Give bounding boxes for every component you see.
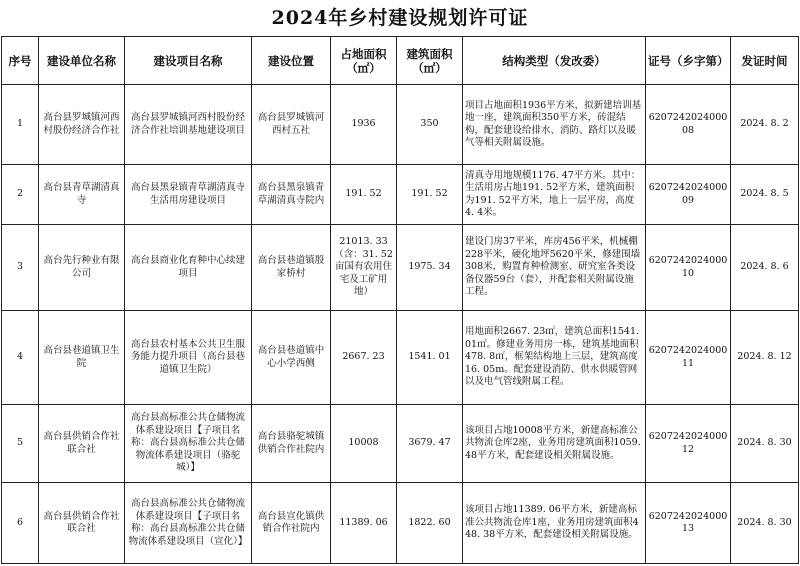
cell-location: 高台县巷道镇殷家桥村 (252, 225, 331, 311)
cell-land-area: 21013. 33（含：31. 52亩国有农用住宅及工矿用地） (331, 225, 397, 311)
cell-building-area: 1822. 60 (397, 483, 463, 564)
cell-unit: 高台县罗城镇河西村股份经济合作社 (39, 85, 125, 165)
cell-issue-date: 2024. 8. 30 (731, 405, 799, 483)
table-row (2, 225, 799, 311)
cell-issue-date: 2024. 8. 2 (731, 85, 799, 165)
cell-building-area: 350 (397, 85, 463, 165)
cell-unit: 高台先行种业有限公司 (39, 225, 125, 311)
cell-land-area: 10008 (331, 405, 397, 483)
cell-index: 4 (2, 311, 39, 405)
cell-building-area: 3679. 47 (397, 405, 463, 483)
header-project: 建设项目名称 (125, 37, 252, 85)
cell-structure: 该项目占地10008平方米，新建高标准公共物流仓库2座，业务用房建筑面积1059. 48平方米，配套建设相关附属设施。 (463, 405, 646, 483)
cell-building-area: 1541. 01 (397, 311, 463, 405)
cell-location: 高台县黑泉镇青草湖清真寺院内 (252, 165, 331, 225)
cell-index: 1 (2, 85, 39, 165)
cell-permit-no: 620724202400010 (646, 225, 731, 311)
cell-project: 高台县农村基本公共卫生服务能力提升项目（高台县巷道镇卫生院） (125, 311, 252, 405)
header-land-area: 占地面积（㎡） (331, 37, 397, 85)
header-index: 序号 (2, 37, 39, 85)
cell-index: 6 (2, 483, 39, 564)
cell-index: 2 (2, 165, 39, 225)
cell-permit-no: 620724202400013 (646, 483, 731, 564)
cell-project: 高台县黑泉镇青草湖清真寺生活用房建设项目 (125, 165, 252, 225)
table-row (2, 483, 799, 564)
document-title: 2024年乡村建设规划许可证 (271, 7, 529, 29)
table-row (2, 405, 799, 483)
cell-location: 高台县巷道镇中心小学西侧 (252, 311, 331, 405)
cell-unit: 高台县青草湖清真寺 (39, 165, 125, 225)
cell-project: 高台县罗城镇河西村股份经济合作社培训基地建设项目 (125, 85, 252, 165)
cell-structure: 建设门房37平米，库房456平米，机械棚228平米，硬化地坪5620平米，修建围墙308米，购置育种检测室、研究室各类设备仪器59台（套），并配套相关附属设施工程。 (463, 225, 646, 311)
cell-location: 高台县罗城镇河西村五社 (252, 85, 331, 165)
header-location: 建设位置 (252, 37, 331, 85)
cell-building-area: 191. 52 (397, 165, 463, 225)
cell-structure: 项目占地面积1936平方米，拟新建培训基地一座，建筑面积350平方米，砖混结构，配套建设给排水、消防、路灯以及暖气等相关附属设施。 (463, 85, 646, 165)
cell-issue-date: 2024. 8. 12 (731, 311, 799, 405)
cell-structure: 用地面积2667. 23㎡，建筑总面积1541. 01㎡。修建业务用房一栋，建筑基地面积478. 8㎡，框架结构地上三层，建筑高度16. 05m。配套建设消防、供水供暖管网以及电气管线附属工程。 (463, 311, 646, 405)
cell-unit: 高台县供销合作社联合社 (39, 405, 125, 483)
header-building-area: 建筑面积（㎡） (397, 37, 463, 85)
cell-project: 高台县商业化育种中心续建项目 (125, 225, 252, 311)
cell-location: 高台县骆驼城镇供销合作社院内 (252, 405, 331, 483)
header-unit: 建设单位名称 (39, 37, 125, 85)
cell-land-area: 191. 52 (331, 165, 397, 225)
cell-land-area: 2667. 23 (331, 311, 397, 405)
cell-index: 5 (2, 405, 39, 483)
cell-permit-no: 620724202400009 (646, 165, 731, 225)
table-row (2, 311, 799, 405)
cell-unit: 高台县巷道镇卫生院 (39, 311, 125, 405)
table-row (2, 85, 799, 165)
table-row (2, 165, 799, 225)
cell-issue-date: 2024. 8. 30 (731, 483, 799, 564)
cell-location: 高台县宣化镇供销合作社院内 (252, 483, 331, 564)
table-header-row (2, 37, 799, 85)
cell-structure: 该项目占地11389. 06平方米，新建高标准公共物流仓库1座，业务用房建筑面积448. 38平方米，配套建设相关附属设施。 (463, 483, 646, 564)
cell-project: 高台县高标准公共仓储物流体系建设项目【子项目名称：高台县高标准公共仓储物流体系建设项目（骆驼城）】 (125, 405, 252, 483)
header-structure: 结构类型（发改委） (463, 37, 646, 85)
cell-unit: 高台县供销合作社联合社 (39, 483, 125, 564)
cell-index: 3 (2, 225, 39, 311)
cell-project: 高台县高标准公共仓储物流体系建设项目【子项目名称：高台县高标准公共仓储物流体系建设项目（宣化）】 (125, 483, 252, 564)
cell-issue-date: 2024. 8. 5 (731, 165, 799, 225)
cell-permit-no: 620724202400008 (646, 85, 731, 165)
cell-structure: 清真寺用地规模1176. 47平方米。其中：生活用房占地191. 52平方米，建筑面积为191. 52平方米，地上一层平房，高度4. 4米。 (463, 165, 646, 225)
cell-land-area: 11389. 06 (331, 483, 397, 564)
cell-issue-date: 2024. 8. 6 (731, 225, 799, 311)
cell-building-area: 1975. 34 (397, 225, 463, 311)
header-permit-no: 证号（乡字第） (646, 37, 731, 85)
cell-permit-no: 620724202400012 (646, 405, 731, 483)
permit-table (1, 36, 799, 564)
cell-permit-no: 620724202400011 (646, 311, 731, 405)
header-issue-date: 发证时间 (731, 37, 799, 85)
cell-land-area: 1936 (331, 85, 397, 165)
